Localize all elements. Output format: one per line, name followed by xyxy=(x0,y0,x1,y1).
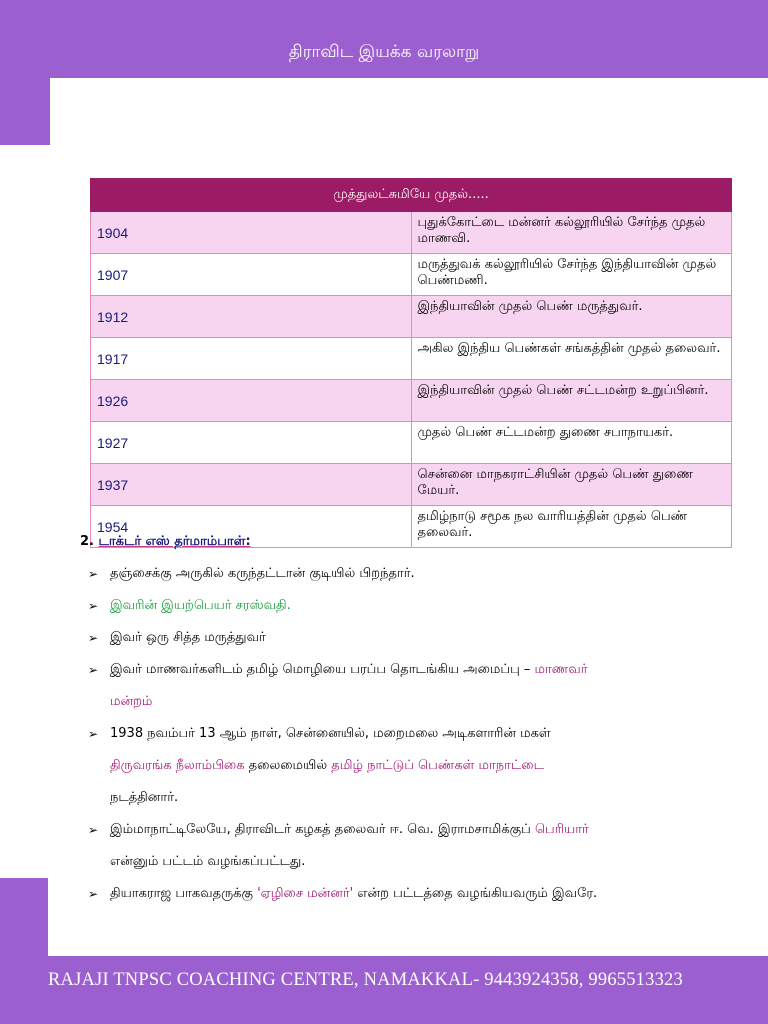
table-row xyxy=(91,464,732,506)
bullet-text-line: நடத்தினார். xyxy=(110,790,179,805)
section-title: டாக்டர் எஸ் தர்மாம்பாள்: xyxy=(98,534,251,549)
desc-cell: இந்தியாவின் முதல் பெண் மருத்துவர். xyxy=(411,296,732,338)
highlight-text: திருவரங்க நீலாம்பிகை xyxy=(110,758,245,773)
bullet-text-part: இவர் மாணவர்களிடம் தமிழ் மொழியை பரப்ப தொடங்கிய அமைப்பு – xyxy=(110,662,535,677)
section-heading xyxy=(80,534,251,550)
bullet-text: 1938 நவம்பர் 13 ஆம் நாள், சென்னையில், மறைமலை அடிகளாரின் மகள் xyxy=(110,726,551,741)
bullet-text-part: தியாகராஜ பாகவதருக்கு xyxy=(110,886,258,901)
desc-cell: மருத்துவக் கல்லூரியில் சேர்ந்த இந்தியாவின் முதல் பெண்மணி. xyxy=(411,254,732,296)
highlight-text: மாணவர் xyxy=(534,662,588,677)
year-cell: 1917 xyxy=(91,338,412,380)
highlight-text: பெரியார் xyxy=(534,822,589,837)
table-row xyxy=(91,422,732,464)
bullet-text-line: என்னும் பட்டம் வழங்கப்பட்டது. xyxy=(110,854,306,869)
year-cell: 1937 xyxy=(91,464,412,506)
header-bar xyxy=(0,0,768,78)
bullet-item xyxy=(88,878,698,910)
bullet-text-part: என்ற பட்டத்தை வழங்கியவரும் இவரே. xyxy=(353,886,598,901)
footer-text: RAJAJI TNPSC COACHING CENTRE, NAMAKKAL- 9443924358, 9965513323 xyxy=(48,970,683,990)
table-row xyxy=(91,338,732,380)
desc-cell: அகில இந்திய பெண்கள் சங்கத்தின் முதல் தலைவர். xyxy=(411,338,732,380)
bullet-item xyxy=(88,814,698,878)
arrow-bullet-icon: ➢ xyxy=(88,663,99,677)
desc-cell: சென்னை மாநகராட்சியின் முதல் பெண் துணை மேயர். xyxy=(411,464,732,506)
bullet-item xyxy=(88,654,698,718)
table-header-row xyxy=(91,179,732,212)
bullet-item xyxy=(88,718,698,814)
bullet-text-part: இம்மாநாட்டிலேயே, திராவிடர் கழகத் தலைவர் ஈ. வெ. இராமசாமிக்குப் xyxy=(110,822,535,837)
bullet-text-part: தலைமையில் xyxy=(244,758,332,773)
table-row xyxy=(91,380,732,422)
highlight-text: மன்றம் xyxy=(110,694,153,709)
bullet-text xyxy=(88,814,698,846)
year-cell: 1954 xyxy=(91,506,412,548)
arrow-bullet-icon: ➢ xyxy=(88,567,99,581)
arrow-bullet-icon: ➢ xyxy=(88,887,99,901)
desc-cell: புதுக்கோட்டை மன்னர் கல்லூரியில் சேர்ந்த முதல் மாணவி. xyxy=(411,212,732,254)
highlight-text: தமிழ் நாட்டுப் பெண்கள் மாநாட்டை xyxy=(331,758,544,773)
bullet-text: தஞ்சைக்கு அருகில் கருந்தட்டான் குடியில் பிறந்தார். xyxy=(110,566,415,581)
bullet-text: இவர் ஒரு சித்த மருத்துவர் xyxy=(110,630,266,645)
year-cell: 1926 xyxy=(91,380,412,422)
arrow-bullet-icon: ➢ xyxy=(88,599,99,613)
desc-cell: முதல் பெண் சட்டமன்ற துணை சபாநாயகர். xyxy=(411,422,732,464)
bullet-item xyxy=(88,622,698,654)
left-accent-bottom xyxy=(0,878,48,956)
timeline-table xyxy=(90,178,732,548)
bullet-text: இவரின் இயற்பெயர் சரஸ்வதி. xyxy=(110,598,291,613)
year-cell: 1912 xyxy=(91,296,412,338)
year-cell: 1907 xyxy=(91,254,412,296)
section-number: 2. xyxy=(80,534,94,549)
desc-cell: இந்தியாவின் முதல் பெண் சட்டமன்ற உறுப்பினர். xyxy=(411,380,732,422)
arrow-bullet-icon: ➢ xyxy=(88,631,99,645)
bullet-text-line xyxy=(88,750,698,782)
table-row xyxy=(91,254,732,296)
bullet-text xyxy=(88,878,698,910)
arrow-bullet-icon: ➢ xyxy=(88,727,99,741)
table-row xyxy=(91,296,732,338)
bullet-item xyxy=(88,558,698,590)
table-heading: முத்துலட்சுமியே முதல்..... xyxy=(91,179,732,212)
year-cell: 1927 xyxy=(91,422,412,464)
highlight-text: 'ஏழிசை மன்னர்' xyxy=(257,886,354,901)
page-title: திராவிட இயக்க வரலாறு xyxy=(288,42,480,62)
left-accent-top xyxy=(0,78,50,145)
arrow-bullet-icon: ➢ xyxy=(88,823,99,837)
desc-cell: தமிழ்நாடு சமூக நல வாரியத்தின் முதல் பெண் தலைவர். xyxy=(411,506,732,548)
bullet-text xyxy=(88,654,698,686)
table-row xyxy=(91,212,732,254)
year-cell: 1904 xyxy=(91,212,412,254)
bullet-item xyxy=(88,590,698,622)
